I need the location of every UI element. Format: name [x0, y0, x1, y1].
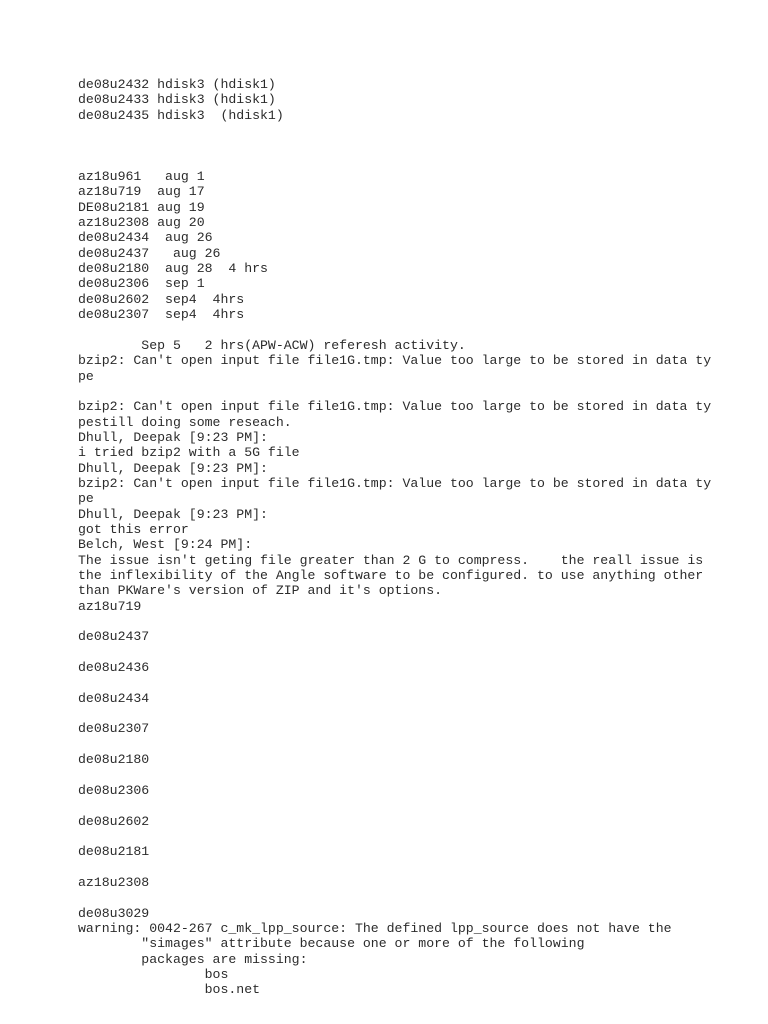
text-line: warning: 0042-267 c_mk_lpp_source: The defined lpp_source does not have the	[78, 920, 672, 936]
blank-line	[78, 154, 758, 169]
text-line: de08u2435 hdisk3 (hdisk1)	[78, 107, 284, 123]
text-line: de08u2432 hdisk3 (hdisk1)	[78, 77, 276, 92]
blank-line	[78, 123, 758, 138]
text-line: az18u2308 aug 20	[78, 215, 205, 231]
blank-line	[78, 384, 758, 399]
text-line: az18u719 aug 17	[78, 184, 205, 200]
text-line: than PKWare's version of ZIP and it's options.	[78, 583, 443, 599]
text-line: bzip2: Can't open input file file1G.tmp: Value too large to be stored in data ty	[78, 475, 712, 491]
blank-line	[78, 767, 758, 782]
text-line: de08u2602	[78, 813, 150, 829]
text-line: de08u3029	[78, 905, 150, 921]
text-line: de08u2306	[78, 782, 150, 798]
blank-line	[78, 675, 758, 690]
blank-line	[78, 829, 758, 844]
text-line: Dhull, Deepak [9:23 PM]:	[78, 506, 268, 522]
blank-line	[78, 323, 758, 338]
text-line: de08u2434	[78, 690, 150, 706]
text-line: de08u2437 aug 26	[78, 245, 221, 261]
blank-line	[78, 138, 758, 153]
text-line: de08u2433 hdisk3 (hdisk1)	[78, 92, 276, 108]
blank-line	[78, 737, 758, 752]
blank-line	[78, 890, 758, 905]
text-line: The issue isn't geting file greater than 2 G to compress. the reall issue is	[78, 552, 704, 568]
text-line: bos.net	[78, 982, 261, 998]
text-line: the inflexibility of the Angle software to be configured. to use anything other	[78, 568, 704, 583]
text-line: az18u719	[78, 598, 142, 614]
text-line: bos	[78, 966, 229, 982]
text-line: de08u2436	[78, 660, 150, 676]
text-line: pe	[78, 491, 94, 507]
blank-line	[78, 614, 758, 629]
blank-line	[78, 645, 758, 660]
blank-line	[78, 706, 758, 721]
text-line: az18u2308	[78, 874, 150, 890]
text-line: packages are missing:	[78, 951, 308, 967]
text-line: de08u2180 aug 28 4 hrs	[78, 261, 268, 277]
text-line: de08u2434 aug 26	[78, 230, 213, 246]
text-line: "simages" attribute because one or more of the following	[78, 936, 585, 952]
text-line: de08u2307	[78, 721, 150, 737]
text-line: de08u2307 sep4 4hrs	[78, 307, 245, 323]
text-line: DE08u2181 aug 19	[78, 199, 205, 215]
text-line: i tried bzip2 with a 5G file	[78, 445, 300, 461]
text-line: de08u2181	[78, 844, 150, 860]
text-line: Belch, West [9:24 PM]:	[78, 537, 253, 553]
text-line: az18u961 aug 1	[78, 169, 205, 185]
text-line: Sep 5 2 hrs(APW-ACW) referesh activity.	[78, 337, 466, 353]
blank-line	[78, 860, 758, 875]
blank-line	[78, 798, 758, 813]
text-line: got this error	[78, 521, 189, 537]
text-line: de08u2306 sep 1	[78, 276, 205, 292]
text-line: pe	[78, 368, 94, 384]
text-line: Dhull, Deepak [9:23 PM]:	[78, 429, 268, 445]
document-text	[78, 77, 758, 998]
text-line: bzip2: Can't open input file file1G.tmp: Value too large to be stored in data ty	[78, 399, 712, 415]
text-line: pestill doing some reseach.	[78, 414, 292, 430]
text-line: de08u2180	[78, 752, 150, 768]
text-line: bzip2: Can't open input file file1G.tmp: Value too large to be stored in data ty	[78, 353, 712, 369]
text-line: de08u2602 sep4 4hrs	[78, 291, 245, 307]
text-line: de08u2437	[78, 629, 150, 645]
text-line: Dhull, Deepak [9:23 PM]:	[78, 460, 268, 476]
